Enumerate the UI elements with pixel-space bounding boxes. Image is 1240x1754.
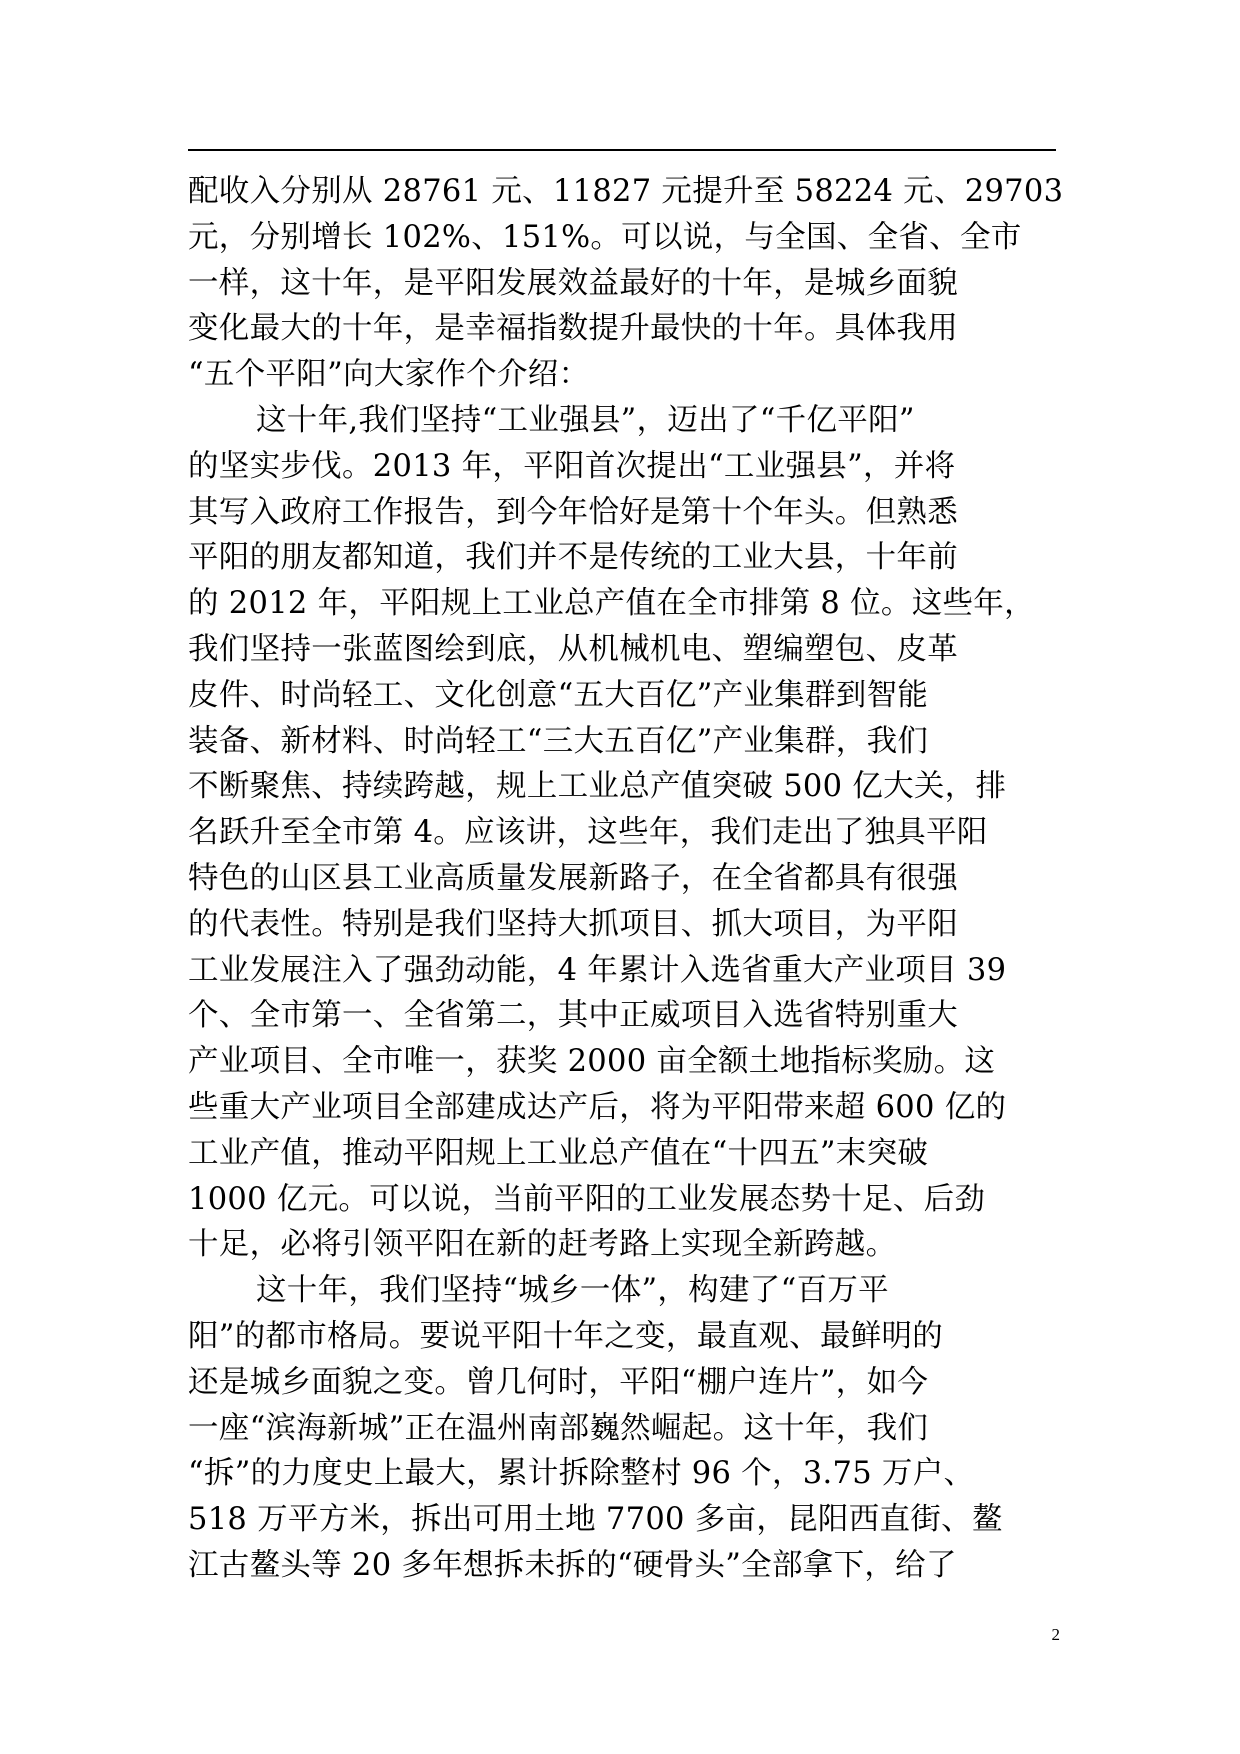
- text-line: 工业产值，推动平阳规上工业总产值在“十四五”末突破: [188, 1135, 929, 1171]
- text-line: 518 万平方米，拆出可用土地 7700 多亩，昆阳西直街、鳌: [188, 1502, 1003, 1538]
- text-line: 皮件、时尚轻工、文化创意“五大百亿”产业集群到智能: [188, 677, 929, 713]
- text-line: 平阳的朋友都知道，我们并不是传统的工业大县，十年前: [188, 540, 958, 576]
- text-line: 江古鳌头等 20 多年想拆未拆的“硬骨头”全部拿下，给了: [188, 1547, 957, 1583]
- text-line: 其写入政府工作报告，到今年恰好是第十个年头。但熟悉: [188, 494, 958, 530]
- text-line: 一样，这十年，是平阳发展效益最好的十年，是城乡面貌: [188, 265, 958, 301]
- text-line: 个、全市第一、全省第二，其中正威项目入选省特别重大: [188, 998, 958, 1034]
- text-line: 十足，必将引领平阳在新的赶考路上实现全新跨越。: [188, 1227, 897, 1263]
- text-line: 名跃升至全市第 4。应该讲，这些年，我们走出了独具平阳: [188, 815, 988, 851]
- text-line: 不断聚焦、持续跨越，规上工业总产值突破 500 亿大关，排: [188, 769, 1007, 805]
- text-line: 工业发展注入了强劲动能，4 年累计入选省重大产业项目 39: [188, 952, 1007, 988]
- text-line: 元，分别增长 102%、151%。可以说，与全国、全省、全市: [188, 219, 1022, 255]
- text-line: “五个平阳”向大家作个介绍：: [188, 357, 590, 393]
- text-line: 特色的山区县工业高质量发展新路子，在全省都具有很强: [188, 860, 958, 896]
- paragraph-first-line: 这十年,我们坚持“工业强县”，迈出了“千亿平阳”: [256, 402, 915, 438]
- page-number: 2: [1051, 1625, 1060, 1644]
- text-line: 配收入分别从 28761 元、11827 元提升至 58224 元、29703: [188, 174, 1064, 209]
- header-rule: [188, 149, 1056, 151]
- text-line: 装备、新材料、时尚轻工“三大五百亿”产业集群，我们: [188, 723, 929, 759]
- paragraph-first-line: 这十年，我们坚持“城乡一体”，构建了“百万平: [256, 1273, 889, 1309]
- text-line: 些重大产业项目全部建成达产后，将为平阳带来超 600 亿的: [188, 1089, 1007, 1125]
- text-line: 的 2012 年，平阳规上工业总产值在全市排第 8 位。这些年，: [188, 586, 1035, 622]
- text-line: 1000 亿元。可以说，当前平阳的工业发展态势十足、后劲: [188, 1181, 986, 1217]
- text-line: “拆”的力度史上最大，累计拆除整村 96 个，3.75 万户、: [188, 1456, 975, 1492]
- text-line: 阳”的都市格局。要说平阳十年之变，最直观、最鲜明的: [188, 1318, 944, 1354]
- text-line: 我们坚持一张蓝图绘到底，从机械机电、塑编塑包、皮革: [188, 631, 958, 667]
- text-line: 还是城乡面貌之变。曾几何时，平阳“棚户连片”，如今: [188, 1364, 929, 1400]
- text-line: 产业项目、全市唯一，获奖 2000 亩全额土地指标奖励。这: [188, 1044, 996, 1080]
- text-line: 一座“滨海新城”正在温州南部巍然崛起。这十年，我们: [188, 1410, 929, 1446]
- text-line: 的代表性。特别是我们坚持大抓项目、抓大项目，为平阳: [188, 906, 958, 942]
- body-text: [188, 169, 1072, 1589]
- text-line: 变化最大的十年，是幸福指数提升最快的十年。具体我用: [188, 311, 958, 347]
- text-line: 的坚实步伐。2013 年，平阳首次提出“工业强县”，并将: [188, 448, 956, 484]
